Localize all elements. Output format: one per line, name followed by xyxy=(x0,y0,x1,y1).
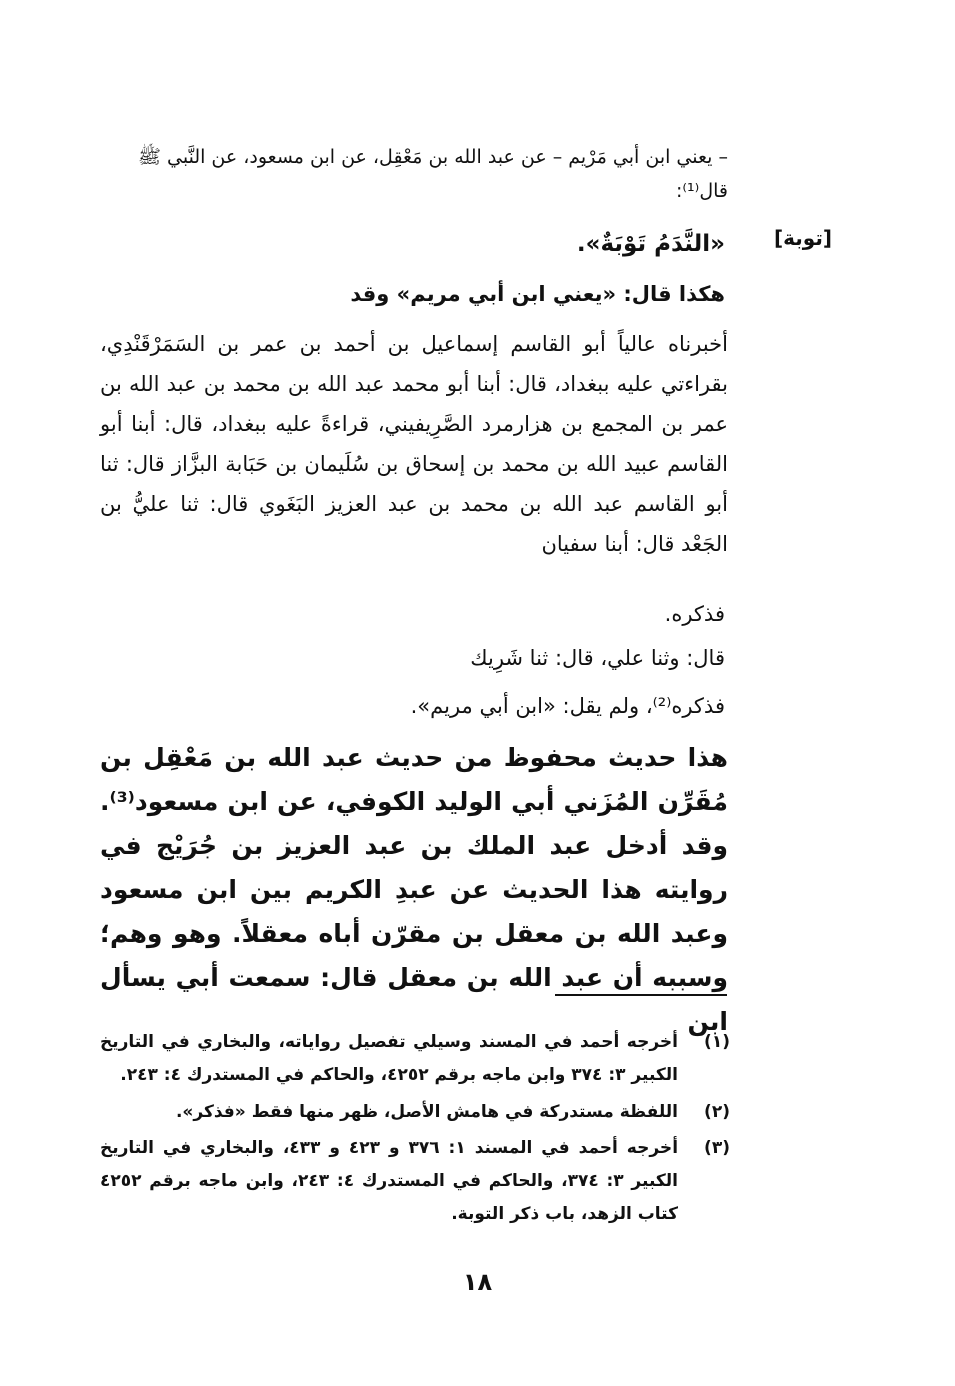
footnote-number: (١) xyxy=(704,1032,730,1052)
isnad-paragraph: أخبرناه عالياً أبو القاسم إسماعيل بن أحمد بن عمر بن السَمَرْقَنْدِي، بقراءتي عليه ببغداد، قال: أبنا أبو محمد عبد الله بن محمد بن عبد الله بن عمر بن المجمع بن هزارمرد الصَّرِيفيني، قراءةً عليه ببغداد، قال: أبنا أبو القاسم عبيد الله بن محمد بن إسحاق بن سُلَيمان بن حَبَابة البزَّاز قال: ثنا أبو القاسم عبد الله بن محمد بن عبد العزيز البَغَوي قال: ثنا عليُّ بن الجَعْد قال: أبنا سفيان xyxy=(100,332,728,556)
paragraph-3: فذكره. xyxy=(664,602,725,626)
paragraph-5: فذكره⁽²⁾، ولم يقل: «ابن أبي مريم». xyxy=(410,694,725,718)
footnote-number: (٣) xyxy=(704,1138,730,1158)
margin-label: [توبة] xyxy=(774,226,832,250)
paragraph-1: هكذا قال: «يعني ابن أبي مريم» وقد xyxy=(350,282,725,306)
paragraph-4: قال: وثنا علي، قال: ثنا شَرِيك xyxy=(470,646,725,670)
intro-line-2: قال⁽¹⁾: xyxy=(675,180,728,202)
intro-line-1: – يعني ابن أبي مَرْيم – عن عبد الله بن مَعْقِل، عن ابن مسعود، عن النَّبي ﷺ xyxy=(138,146,728,168)
commentary-paragraph: هذا حديث محفوظ من حديث عبد الله بن مَعْقِل بن مُقَرِّن المُزَني أبي الوليد الكوفي، عن ابن مسعود⁽³⁾. وقد أدخل عبد الملك بن عبد العزيز بن جُرَيْج في روايته هذا الحديث عن عبدِ الكريم بين ابن مسعود وعبد الله بن معقل بن مقرّن أباه معقلاً. وهو وهم؛ وسببه أن عبد الله بن معقل قال: سمعت أبي يسأل ابن xyxy=(100,743,728,1036)
footnote-2 xyxy=(100,1096,730,1129)
footnote-text: اللفظة مستدركة في هامش الأصل، ظهر منها فقط «فذكر». xyxy=(175,1102,678,1122)
footnote-text: أخرجه أحمد في المسند وسيلي تفصيل رواياته، والبخاري في التاريخ الكبير ٣: ٣٧٤ وابن ماجه برقم ٤٢٥٢، والحاكم في المستدرك ٤: ٢٤٣. xyxy=(100,1032,678,1085)
footnote-1 xyxy=(100,1026,730,1092)
footnote-number: (٢) xyxy=(704,1102,730,1122)
footnote-divider xyxy=(555,994,727,996)
page-number: ١٨ xyxy=(462,1268,493,1296)
footnote-3 xyxy=(100,1132,730,1231)
hadith-text: «النَّدَمُ تَوْبَةٌ». xyxy=(576,231,725,257)
footnote-text: أخرجه أحمد في المسند ١: ٣٧٦ و ٤٢٣ و ٤٣٣، والبخاري في التاريخ الكبير ٣: ٣٧٤، والحاكم في المستدرك ٤: ٢٤٣، وابن ماجه برقم ٤٢٥٢ كتاب الزهد، باب ذكر التوبة. xyxy=(100,1138,679,1224)
